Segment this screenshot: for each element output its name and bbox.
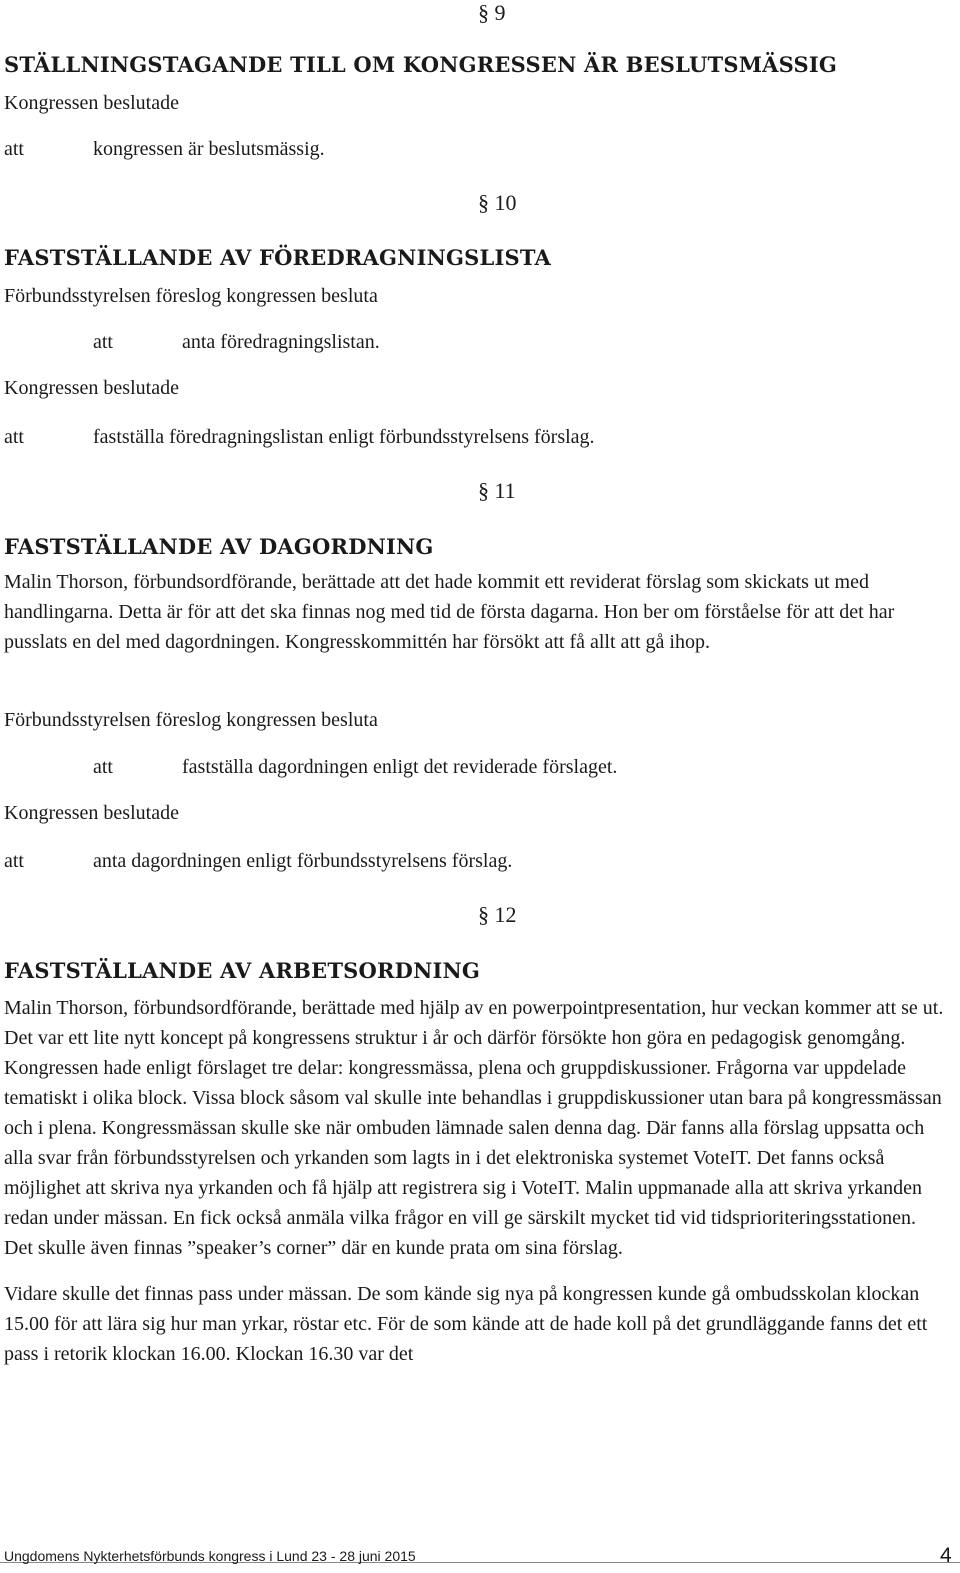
footer-text: Ungdomens Nykterhetsförbunds kongress i Lund 23 - 28 juni 2015 <box>4 1548 416 1564</box>
decision-text: kongressen är beslutsmässig. <box>93 138 325 160</box>
body-paragraph: Malin Thorson, förbundsordförande, berättade med hjälp av en powerpointpresentation, hur veckan kommer att se ut. Det var ett lite nytt koncept på kongressens struktur i år och därför försökte hon göra en pedagogisk genomgång. Kongressen hade enligt förslaget tre delar: kongressmässa, plena och gruppdiskussioner. Frågorna var uppdelade tematiskt i olika block. Vissa block såsom val skulle inte behandlas i gruppdiskussioner utan bara på kongressmässan och i plena. Kongressmässan skulle ske när ombuden lämnade salen denna dag. Där fanns alla förslag uppsatta och alla svar från förbundsstyrelsen och yrkanden som lagts in i det elektroniska systemet VoteIT. Det fanns också möjlighet att skriva nya yrkanden och få hjälp att registrera sig i VoteIT. Malin uppmanade alla att skriva yrkanden redan under mässan. En fick också anmäla vilka frågor en vill ge särskilt mycket tid vid tidsprioriteringsstationen. Det skulle även finnas ”speaker’s corner” där en kunde prata om sina förslag. <box>4 997 944 1259</box>
section-number: § 10 <box>478 190 517 215</box>
section-heading: STÄLLNINGSTAGANDE TILL OM KONGRESSEN ÄR BESLUTSMÄSSIG <box>4 52 838 77</box>
decided-label: Kongressen beslutade <box>4 377 179 399</box>
decision-text: fastställa föredragningslistan enligt förbundsstyrelsens förslag. <box>93 426 595 448</box>
att-label: att <box>4 426 24 448</box>
att-label: att <box>93 756 113 778</box>
proposal-text: fastställa dagordningen enligt det reviderade förslaget. <box>182 756 618 778</box>
att-label: att <box>4 850 24 872</box>
section-heading: FASTSTÄLLANDE AV ARBETSORDNING <box>4 958 481 983</box>
section-heading: FASTSTÄLLANDE AV FÖREDRAGNINGSLISTA <box>4 245 552 270</box>
proposal-label: Förbundsstyrelsen föreslog kongressen besluta <box>4 285 378 307</box>
proposal-text: anta föredragningslistan. <box>182 331 380 353</box>
decision-text: anta dagordningen enligt förbundsstyrelsens förslag. <box>93 850 513 872</box>
body-paragraph: Malin Thorson, förbundsordförande, berättade att det hade kommit ett reviderat förslag som skickats ut med handlingarna. Detta är för att det ska finnas nog med tid de första dagarna. Hon ber om förståelse för att det har pusslats en del med dagordningen. Kongresskommittén har försökt att få allt att gå ihop. <box>4 571 895 653</box>
decided-label: Kongressen beslutade <box>4 802 179 824</box>
body-paragraph: Vidare skulle det finnas pass under mässan. De som kände sig nya på kongressen kunde gå ombudsskolan klockan 15.00 för att lära sig hur man yrkar, röstar etc. För de som kände att de hade koll på det grundläggande fanns det ett pass i retorik klockan 16.00. Klockan 16.30 var det <box>4 1283 928 1365</box>
att-label: att <box>4 138 24 160</box>
section-heading: FASTSTÄLLANDE AV DAGORDNING <box>4 534 434 559</box>
page-number: 4 <box>940 1544 952 1567</box>
decided-label: Kongressen beslutade <box>4 92 179 114</box>
section-body <box>4 993 948 1369</box>
section-number: § 12 <box>478 902 517 927</box>
section-number: § 11 <box>478 478 516 503</box>
section-body <box>4 567 948 657</box>
proposal-label: Förbundsstyrelsen föreslog kongressen besluta <box>4 709 378 731</box>
att-label: att <box>93 331 113 353</box>
section-number: § 9 <box>478 0 506 25</box>
